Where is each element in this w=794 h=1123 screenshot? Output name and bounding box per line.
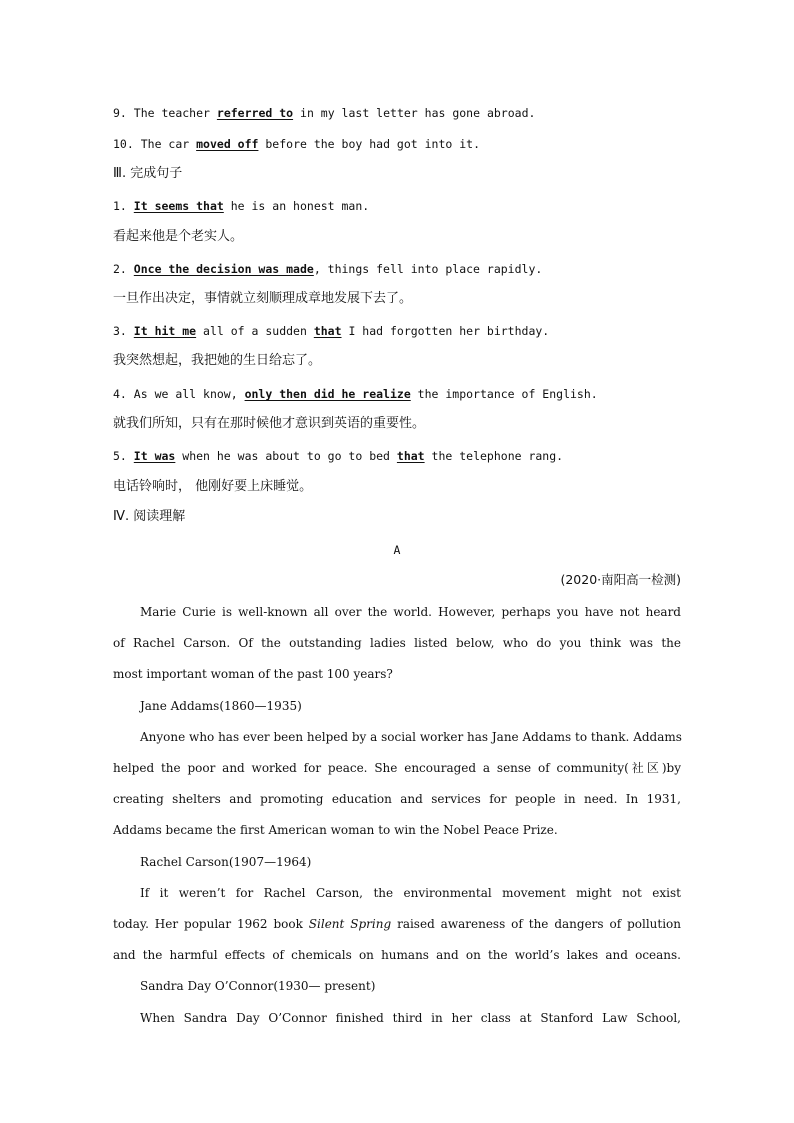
- sentence-text: As we all know,: [133, 387, 245, 401]
- item-number: 5.: [113, 449, 127, 463]
- item-number: 9.: [113, 106, 127, 120]
- paragraph-line: most important woman of the past 100 years?: [113, 667, 393, 681]
- sentence-text: in my last letter has gone abroad.: [300, 106, 536, 120]
- paragraph-line: Anyone who has ever been helped by a social worker has Jane Addams to thank. Addams: [140, 730, 682, 744]
- sentence-text: I had forgotten her birthday.: [341, 324, 550, 338]
- sentence-text: the importance of English.: [410, 387, 598, 401]
- sentence-text: The teacher: [133, 106, 210, 120]
- answer-text: only then did he realize: [244, 387, 411, 401]
- person-heading: Jane Addams(1860—1935): [140, 699, 302, 713]
- completion-item-5: [113, 448, 681, 464]
- answer-text: Once the decision was made: [133, 262, 314, 276]
- paragraph-line: Addams became the first American woman to win the Nobel Peace Prize.: [113, 823, 558, 837]
- paragraph-line: and the harmful effects of chemicals on humans and on the world’s lakes and oceans.: [113, 948, 681, 962]
- sentence-text: all of a sudden: [196, 324, 314, 338]
- paragraph-line: Marie Curie is well-known all over the world. However, perhaps you have not heard: [140, 605, 681, 619]
- passage-label: A: [393, 543, 401, 557]
- section-heading: Ⅳ. 阅读理解: [113, 509, 186, 524]
- item-number: 3.: [113, 324, 127, 338]
- paragraph-line: creating shelters and promoting education and services for people in need. In 1931,: [113, 792, 681, 806]
- paragraph-line: helped the poor and worked for peace. She encouraged a sense of community(社区)by: [113, 761, 681, 775]
- answer-text: It was: [133, 449, 176, 463]
- sentence-text: , things fell into place rapidly.: [313, 262, 543, 276]
- line-text: raised awareness of the dangers of pollution: [391, 917, 681, 931]
- completion-item-3: [113, 323, 681, 339]
- sentence-text: The car: [140, 137, 190, 151]
- exercise-item-10: [113, 136, 681, 152]
- paragraph-line: [113, 916, 681, 932]
- source-note: (2020·南阳高一检测): [560, 572, 681, 587]
- item-number: 1.: [113, 199, 127, 213]
- answer-text: that: [313, 324, 342, 338]
- chinese-translation: 我突然想起，我把她的生日给忘了。: [113, 353, 322, 368]
- exercise-item-9: [113, 105, 681, 121]
- book-title: Silent Spring: [308, 917, 392, 931]
- paragraph-line: of Rachel Carson. Of the outstanding ladies listed below, who do you think was the: [113, 636, 681, 650]
- line-text: today. Her popular 1962 book: [113, 917, 309, 931]
- person-heading: Sandra Day O’Connor(1930— present): [140, 979, 376, 993]
- chinese-translation: 一旦作出决定，事情就立刻顺理成章地发展下去了。: [113, 291, 413, 306]
- paragraph-line: When Sandra Day O’Connor finished third in her class at Stanford Law School,: [140, 1011, 681, 1025]
- person-heading: Rachel Carson(1907—1964): [140, 855, 312, 869]
- item-number: 2.: [113, 262, 127, 276]
- section-heading: Ⅲ. 完成句子: [113, 166, 183, 181]
- sentence-text: before the boy had got into it.: [265, 137, 481, 151]
- answer-text: referred to: [216, 106, 294, 120]
- answer-text: moved off: [196, 137, 259, 151]
- answer-text: that: [396, 449, 425, 463]
- item-number: 4.: [113, 387, 127, 401]
- paragraph-line: If it weren’t for Rachel Carson, the environmental movement might not exist: [140, 886, 681, 900]
- sentence-text: the telephone rang.: [424, 449, 564, 463]
- answer-text: It hit me: [133, 324, 197, 338]
- item-number: 10.: [113, 137, 134, 151]
- chinese-translation: 就我们所知，只有在那时候他才意识到英语的重要性。: [113, 416, 426, 431]
- sentence-text: he is an honest man.: [223, 199, 370, 213]
- chinese-translation: 看起来他是个老实人。: [113, 229, 244, 244]
- completion-item-1: [113, 198, 681, 214]
- completion-item-4: [113, 386, 681, 402]
- chinese-translation: 电话铃响时， 他刚好要上床睡觉。: [113, 479, 313, 494]
- sentence-text: when he was about to go to bed: [175, 449, 397, 463]
- answer-text: It seems that: [133, 199, 224, 213]
- completion-item-2: [113, 261, 681, 277]
